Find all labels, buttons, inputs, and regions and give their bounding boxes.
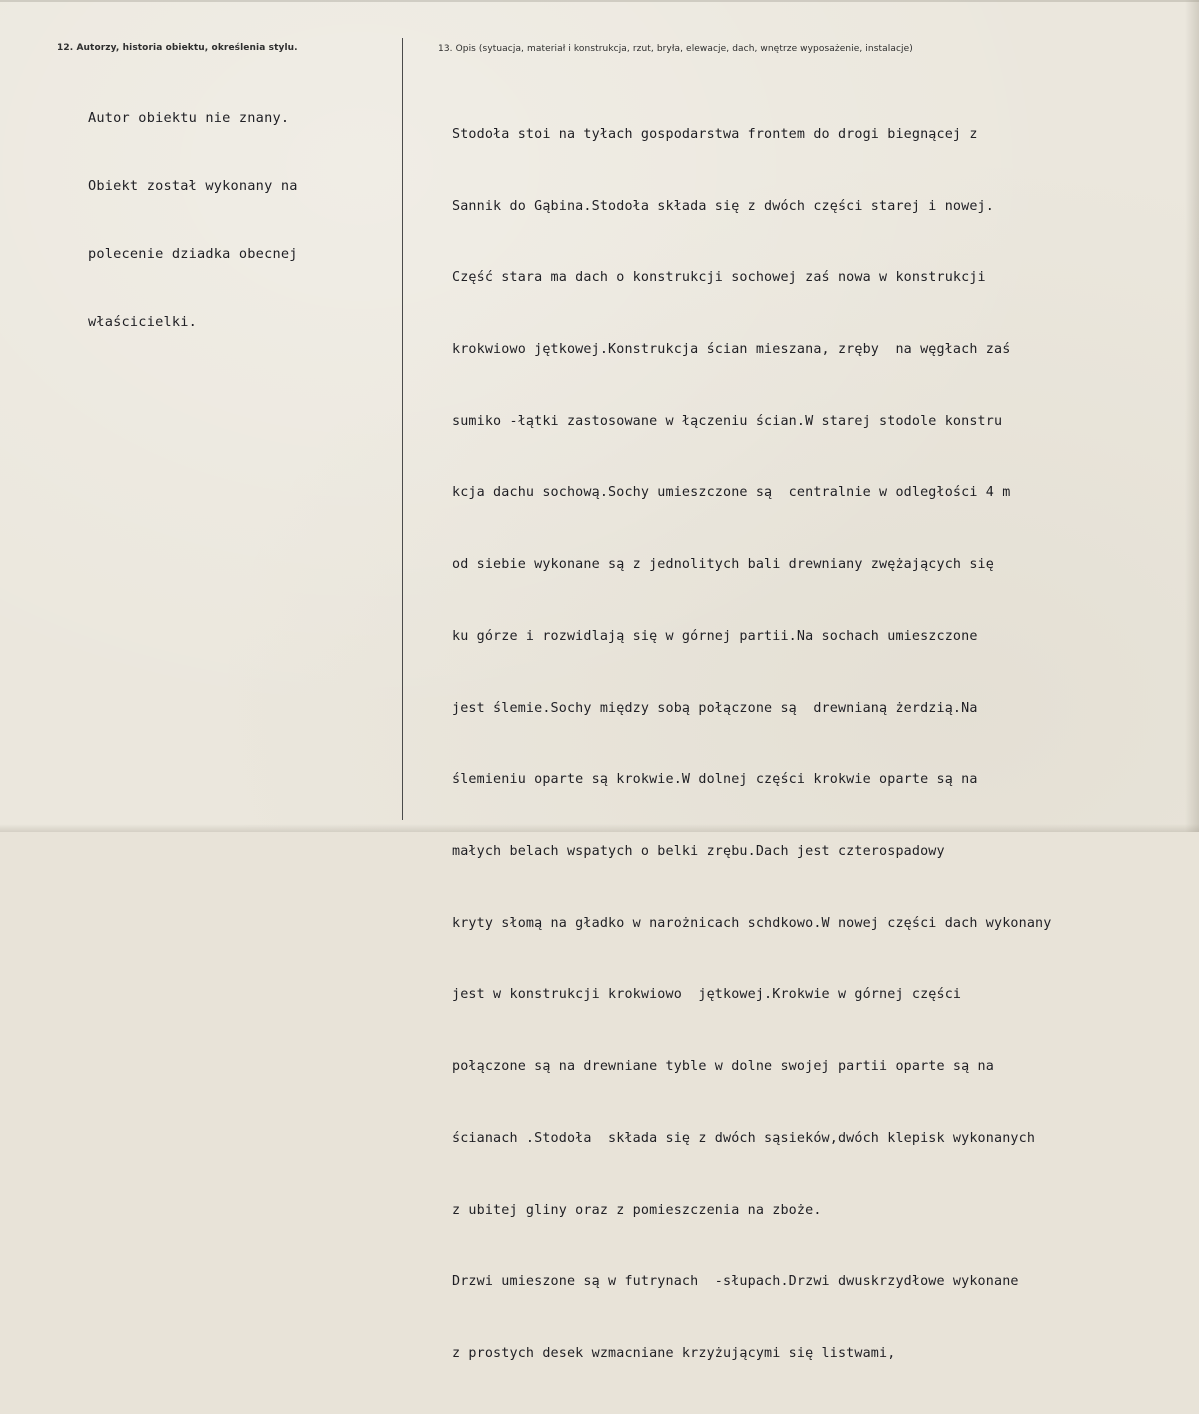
text-line: Autor obiektu nie znany. <box>88 110 290 127</box>
text-line: od siebie wykonane są z jednolitych bali drewniany zwężających się <box>452 557 994 573</box>
text-line: kryty słomą na gładko w narożnicach schdkowo.W nowej części dach wykonany <box>452 915 1052 931</box>
field-13-label: 13. Opis (sytuacja, materiał i konstrukcja, rzut, bryła, elewacje, dach, wnętrze wyposażenie, instalacje) <box>438 44 913 54</box>
column-divider-line <box>402 38 403 820</box>
text-line: małych belach wspatych o belki zrębu.Dach jest czterospadowy <box>452 844 945 859</box>
text-line: Stodoła stoi na tyłach gospodarstwa frontem do drogi biegnącej z <box>452 126 978 142</box>
text-line: Sannik do Gąbina.Stodoła składa się z dwóch części starej i nowej. <box>452 198 994 214</box>
text-line: Część stara ma dach o konstrukcji sochowej zaś nowa w konstrukcji <box>452 270 986 286</box>
text-line: ku górze i rozwidlają się w górnej partii.Na sochach umieszczone <box>452 628 978 644</box>
text-line: kcja dachu sochową.Sochy umieszczone są centralnie w odległości 4 m <box>452 485 1011 501</box>
field-13-typed-text <box>452 75 1051 1414</box>
text-line: jest ślemie.Sochy między sobą połączone są drewnianą żerdzią.Na <box>452 700 978 716</box>
text-line: ślemieniu oparte są krokwie.W dolnej części krokwie oparte są na <box>452 772 978 788</box>
text-line: ścianach .Stodoła składa się z dwóch sąsieków,dwóch klepisk wykonanych <box>452 1130 1036 1146</box>
text-line: właścicielki. <box>88 313 197 330</box>
text-line: połączone są na drewniane tyble w dolne swojej partii oparte są na <box>452 1059 994 1075</box>
text-line: jest w konstrukcji krokwiowo jętkowej.Krokwie w górnej części <box>452 987 962 1003</box>
text-line: z prostych desek wzmacniane krzyżującymi się listwami, <box>452 1346 896 1362</box>
text-line: Obiekt został wykonany na <box>88 177 298 194</box>
field-12-typed-text <box>88 62 298 378</box>
page-top-edge <box>0 0 1199 2</box>
field-12-label: 12. Autorzy, historia obiektu, określenia stylu. <box>57 43 298 53</box>
text-line: z ubitej gliny oraz z pomieszczenia na zboże. <box>452 1202 822 1218</box>
text-line: Drzwi umieszone są w futrynach -słupach.Drzwi dwuskrzydłowe wykonane <box>452 1274 1019 1290</box>
page-right-edge-shadow <box>1185 0 1199 832</box>
text-line: krokwiowo jętkowej.Konstrukcja ścian mieszana, zręby na węgłach zaś <box>452 341 1011 357</box>
text-line: polecenie dziadka obecnej <box>88 245 298 262</box>
text-line: sumiko -łątki zastosowane w łączeniu ścian.W starej stodole konstru <box>452 413 1003 429</box>
